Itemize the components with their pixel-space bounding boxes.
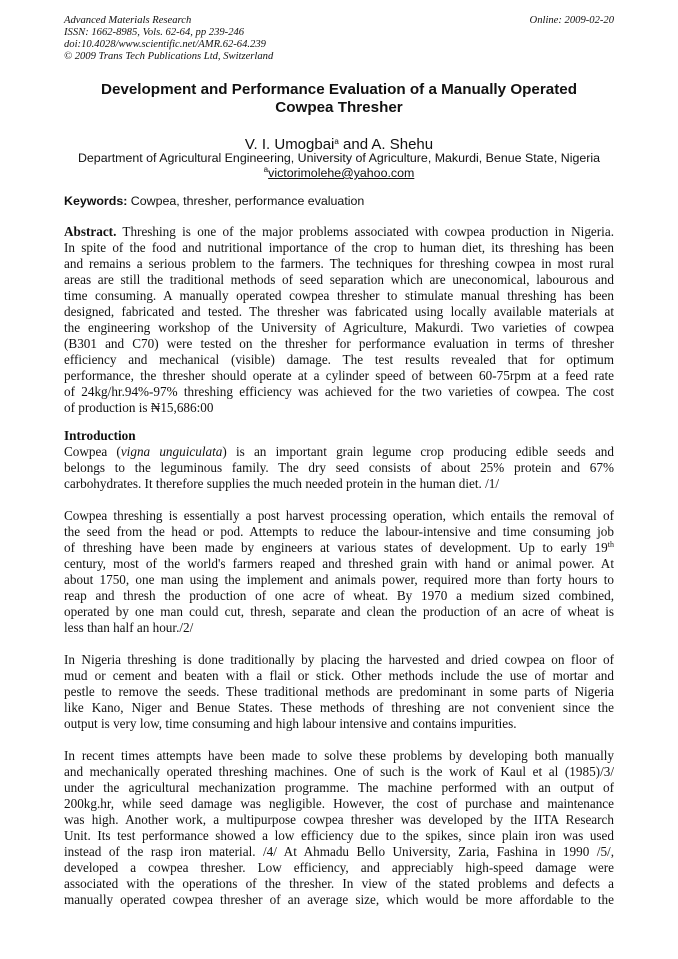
text-line: Unit. Its test performance showed a low efficiency due to the spikes, since plain iron was used	[64, 828, 614, 843]
title-line: Cowpea Thresher	[275, 99, 403, 116]
text-line: In spite of the food and nutritional importance of the crop to human diet, its threshing has been	[64, 240, 614, 255]
copyright: © 2009 Trans Tech Publications Ltd, Switzerland	[64, 51, 274, 62]
text-segment: Cowpea (	[64, 444, 121, 459]
abstract-label: Abstract.	[64, 224, 117, 239]
text-line	[64, 224, 614, 240]
text-line	[64, 444, 614, 460]
affiliation: Department of Agricultural Engineering, University of Agriculture, Makurdi, Benue State, Nigeria	[77, 151, 601, 165]
text-line: output is very low, time consuming and high labour intensive and contains impurities.	[64, 716, 517, 731]
doi: doi:10.4028/www.scientific.net/AMR.62-64.239	[64, 39, 266, 50]
text-line: like Kano, Niger and Benue States. These methods of threshing are not convenient since the	[64, 700, 614, 715]
paragraph-4	[64, 748, 614, 908]
author-1-affil-mark: a	[334, 137, 339, 146]
author-2: and A. Shehu	[338, 136, 434, 153]
email-affil-mark: a	[263, 165, 269, 174]
text-segment: Threshing is one of the major problems associated with cowpea production in Nigeria.	[116, 224, 614, 239]
text-line: instead of the rasp iron material. /4/ At Ahmadu Bello University, Zaria, Fashina in 1990 /5/,	[64, 844, 614, 859]
text-line: pestle to remove the seeds. These traditional methods are predominant in some parts of Nigeria	[64, 684, 614, 699]
paragraph-2	[64, 508, 614, 636]
text-line: developed a cowpea thresher. Low efficiency, and appreciably high-speed damage were	[64, 860, 614, 875]
text-line: and remains a serious problem to the farmers. The techniques for threshing cowpea in most rural	[64, 256, 614, 271]
text-line: under the agricultural mechanization programme. The machine performed with an output of	[64, 780, 614, 795]
text-line: (B301 and C70) were tested on the thresher for performance evaluation in terms of thresher	[64, 336, 614, 351]
email-link[interactable]: victorimolehe@yahoo.com	[268, 166, 415, 180]
text-line: and mechanically operated threshing machines. One of such is the work of Kaul et al (1985)/3/	[64, 764, 614, 779]
text-line: Cowpea threshing is essentially a post harvest processing operation, which entails the removal of	[64, 508, 614, 523]
paragraph-1	[64, 444, 614, 492]
text-segment: of threshing have been made by engineers at various states of development. Up to early 19	[64, 540, 608, 555]
keywords-label: Keywords:	[64, 194, 128, 208]
text-line: efficiency and mechanical (visible) damage. The test results revealed that for optimum	[64, 352, 614, 367]
text-line: performance, the thresher should operate at a cylinder speed of between 60-75rpm at a feed rate	[64, 368, 614, 383]
text-line: less than half an hour./2/	[64, 620, 194, 635]
text-line: the engineering workshop of the University of Agriculture, Makurdi. Two varieties of cowpea	[64, 320, 614, 335]
text-line: century, most of the world's farmers reaped and threshed grain with hand or animal power. At	[64, 556, 614, 571]
email-line	[0, 166, 678, 181]
text-line: mud or cement and beaten with a flail or stick. Other methods include the use of mortar and	[64, 668, 614, 683]
text-line: was high. Another work, a multipurpose cowpea thresher was developed by the IITA Research	[64, 812, 614, 827]
text-line: operated by one man could cut, thresh, separate and clean the production of an acre of wheat is	[64, 604, 614, 619]
text-line: about 1750, one man using the implement and animals power, required more than forty hours to	[64, 572, 614, 587]
author-1: V. I. Umogbai	[244, 136, 335, 153]
text-line: of production is ₦15,686:00	[64, 400, 214, 415]
online-date: Online: 2009-02-20	[529, 15, 614, 26]
title-line: Development and Performance Evaluation of a Manually Operated	[101, 81, 577, 98]
text-line: manually operated cowpea thresher of an average size, which would be more affordable to the	[64, 892, 614, 907]
text-line: In Nigeria threshing is done traditionally by placing the harvested and dried cowpea on floor of	[64, 652, 614, 667]
text-line: areas are still the traditional methods of seed separation which are uneconomical, labourous and	[64, 272, 614, 287]
text-line: of 24kg/hr.94%-97% threshing efficiency was achieved for the two varieties of cowpea. The cost	[64, 384, 614, 399]
journal-header	[64, 15, 273, 63]
text-line: reap and thresh the production of one acre of wheat. By 1970 a medium sized combined,	[64, 588, 614, 603]
text-line: In recent times attempts have been made to solve these problems by developing both manually	[64, 748, 614, 763]
text-line: belongs to the leguminous family. The dry seed consists of about 25% protein and 67%	[64, 460, 614, 475]
text-segment: ) is an important grain legume crop producing edible seeds and	[222, 444, 614, 459]
superscript: th	[607, 540, 614, 549]
issn: ISSN: 1662-8985, Vols. 62-64, pp 239-246	[64, 27, 245, 38]
keywords-text: Cowpea, thresher, performance evaluation	[127, 194, 365, 208]
italic-text: vigna unguiculata	[120, 444, 223, 459]
text-line: designed, fabricated and tested. The thresher was fabricated using locally available materials at	[64, 304, 614, 319]
text-line: 200kg.hr, while seed damage was negligible. However, the cost of purchase and maintenance	[64, 796, 614, 811]
keywords	[64, 194, 364, 209]
paper-title	[40, 81, 638, 117]
text-line	[64, 540, 614, 556]
abstract	[64, 224, 614, 416]
text-line: the seed from the head or pod. Attempts to reduce the labour-intensive and time consuming job	[64, 524, 614, 539]
text-line: associated with the operations of the thresher. In view of the stated problems and defects a	[64, 876, 614, 891]
text-line: time consuming. A manually operated cowpea thresher to stimulate manual threshing has been	[64, 288, 614, 303]
text-line: carbohydrates. It therefore supplies the much needed protein in the human diet. /1/	[64, 476, 500, 491]
journal-name: Advanced Materials Research	[64, 15, 192, 26]
paragraph-3	[64, 652, 614, 732]
section-heading-introduction: Introduction	[64, 428, 136, 443]
